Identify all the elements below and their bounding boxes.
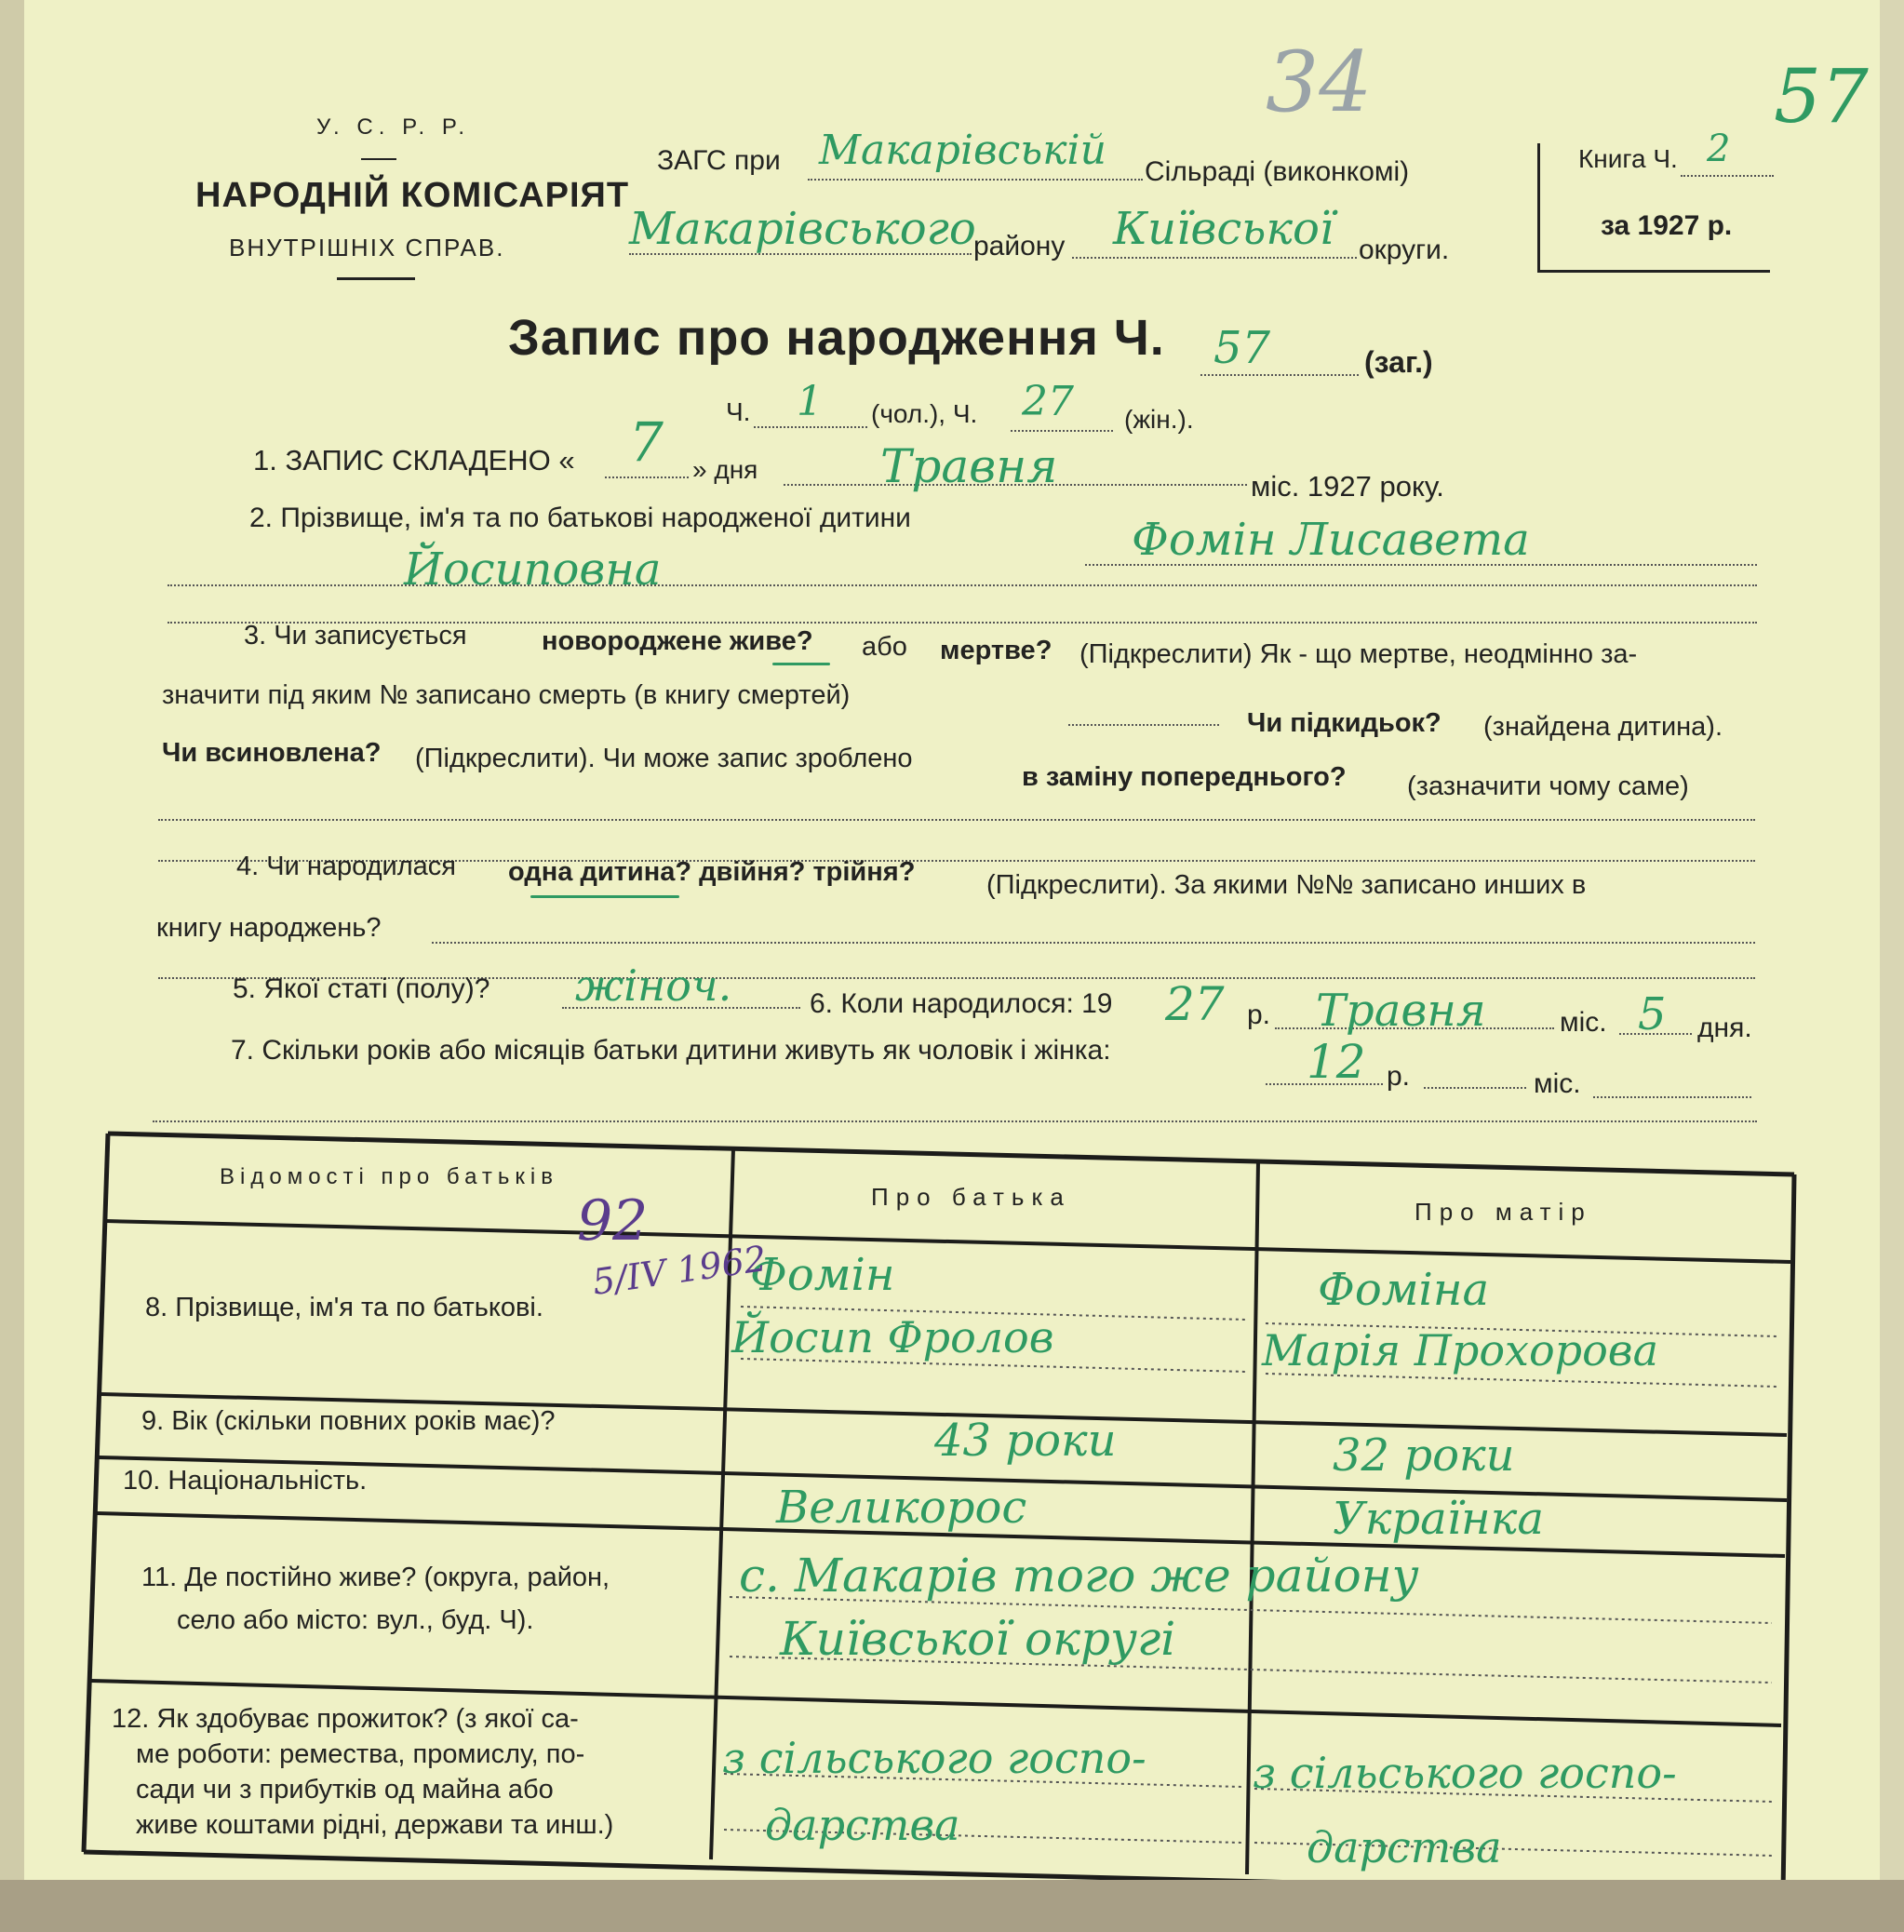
row-8-mother-surname: Фоміна <box>1318 1264 1490 1316</box>
row-11-father-address-1: с. Макарів того же району <box>739 1549 1419 1603</box>
record-title-suffix: (заг.) <box>1364 345 1433 379</box>
field-6-r: р. <box>1247 1000 1271 1030</box>
table-header-mother: Про матір <box>1415 1198 1592 1226</box>
field-4-line-1b: одна дитина? двійня? трійня? <box>508 857 916 887</box>
record-title: Запис про народження Ч. <box>508 310 1165 366</box>
row-8-mother-name: Марія Прохорова <box>1262 1325 1658 1375</box>
field-7-label: 7. Скільки років або місяців батьки дитини живуть як чоловік і жінка: <box>231 1035 1111 1066</box>
field-1-day-value: 7 <box>629 410 664 474</box>
field-3-line-3a: Чи всиновлена? <box>162 738 382 768</box>
field-6-dnia: дня. <box>1697 1013 1752 1043</box>
row-11-label-1: 11. Де постійно живе? (округа, район, <box>141 1563 610 1592</box>
okruha-value: Київської <box>1113 203 1334 255</box>
field-6-month-value: Травня <box>1316 985 1486 1037</box>
field-2-value-2: Йосиповна <box>404 543 662 596</box>
row-11-label-2: село або місто: вул., буд. Ч). <box>177 1605 534 1635</box>
zags-village-value: Макарівській <box>819 127 1106 174</box>
zags-prefix: ЗАГС при <box>657 145 781 176</box>
field-3-line-1e: (Підкреслити) Як - що мертве, неодмінно за- <box>1079 639 1638 669</box>
row-10-father-nationality: Великорос <box>776 1482 1027 1534</box>
record-number-value: 57 <box>1213 322 1271 374</box>
row-12-label-1: 12. Як здобуває прожиток? (з якої са- <box>112 1704 579 1734</box>
row-12-mother-occupation-1: з сільського госпо- <box>1253 1748 1677 1798</box>
table-header-father: Про батька <box>871 1183 1071 1211</box>
row-9-mother-age: 32 роки <box>1333 1429 1515 1482</box>
field-4-line-1a: 4. Чи народилася <box>236 852 456 881</box>
male-number-label: (чол.), Ч. <box>871 399 978 428</box>
row-12-mother-occupation-2: дарства <box>1307 1822 1502 1872</box>
republic-label: У. С. Р. Р. <box>316 114 471 140</box>
commissariat-label: НАРОДНІЙ КОМІСАРІЯТ <box>195 176 630 215</box>
table-header-parents: Відомості про батьків <box>220 1164 558 1189</box>
field-1-suffix: міс. 1927 року. <box>1251 470 1444 503</box>
book-label: Книга Ч. <box>1578 144 1678 173</box>
row-10-label: 10. Національність. <box>123 1466 368 1496</box>
field-7-years-value: 12 <box>1307 1035 1366 1089</box>
pencil-archive-number: 34 <box>1266 34 1373 131</box>
violet-annotation-date: 5/IV 1962 <box>589 1238 770 1303</box>
page-bottom-edge <box>0 1880 1904 1932</box>
field-7-r: р. <box>1387 1061 1411 1092</box>
female-number-value: 27 <box>1022 378 1074 425</box>
row-12-father-occupation-2: дарства <box>765 1800 960 1850</box>
row-8-father-name: Йосип Фролов <box>731 1312 1054 1362</box>
year-label: за 1927 р. <box>1601 210 1733 241</box>
field-7-mis: міс. <box>1534 1068 1581 1099</box>
row-9-father-age: 43 роки <box>934 1415 1117 1467</box>
field-3-line-2b: Чи підкидьок? <box>1247 708 1441 738</box>
field-3-line-2a: значити під яким № записано смерть (в книгу смертей) <box>162 680 851 710</box>
book-number-value: 2 <box>1707 127 1731 170</box>
row-10-mother-nationality: Українка <box>1333 1493 1544 1545</box>
field-3-line-2c: (знайдена дитина). <box>1483 712 1723 742</box>
field-4-line-2: книгу народжень? <box>156 913 382 943</box>
field-5-value: жіноч. <box>575 960 732 1011</box>
field-6-year-value: 27 <box>1165 977 1225 1031</box>
row-12-label-4: живе коштами рідні, держави та инш.) <box>136 1810 614 1840</box>
row-8-label: 8. Прізвище, ім'я та по батькові. <box>145 1293 543 1322</box>
male-number-value: 1 <box>797 378 823 425</box>
field-3-line-1a: 3. Чи записується <box>244 621 467 651</box>
council-label: Сільраді (виконкомі) <box>1145 156 1410 187</box>
field-2-value-1: Фомін Лисавета <box>1132 514 1530 566</box>
row-12-label-3: сади чи з прибутків од майна або <box>136 1775 554 1805</box>
okruha-label: округи. <box>1359 235 1450 265</box>
field-2-label: 2. Прізвище, ім'я та по батькові народженої дитини <box>249 503 911 533</box>
field-1-prefix: 1. ЗАПИС СКЛАДЕНО « <box>253 444 575 476</box>
field-1-month-value: Травня <box>880 439 1058 493</box>
row-12-label-2: ме роботи: ремества, промислу, по- <box>136 1739 585 1769</box>
row-9-label: 9. Вік (скільки повних років має)? <box>141 1406 556 1436</box>
department-label: ВНУТРІШНІХ СПРАВ. <box>229 234 505 262</box>
violet-annotation-number: 92 <box>577 1188 649 1254</box>
field-6-day-value: 5 <box>1638 988 1667 1040</box>
male-number-prefix: Ч. <box>726 397 751 426</box>
raion-value: Макарівського <box>629 203 976 255</box>
field-6-label: 6. Коли народилося: 19 <box>810 988 1113 1019</box>
field-3-line-1c: або <box>862 632 907 662</box>
field-3-line-3d: (зазначити чому саме) <box>1407 771 1689 801</box>
field-5-label: 5. Якої статі (полу)? <box>233 973 490 1004</box>
field-3-line-1b: новороджене живе? <box>542 626 813 656</box>
field-1-mid: » дня <box>692 455 758 484</box>
row-12-father-occupation-1: з сільського госпо- <box>722 1733 1146 1783</box>
female-number-label: (жін.). <box>1124 405 1194 434</box>
field-3-line-3c: в заміну попереднього? <box>1022 762 1347 792</box>
field-4-line-1c: (Підкреслити). За якими №№ записано инших в <box>986 870 1587 900</box>
corner-number: 57 <box>1774 53 1869 140</box>
field-3-line-3b: (Підкреслити). Чи може запис зроблено <box>415 744 913 773</box>
row-11-father-address-2: Київської округі <box>780 1612 1176 1666</box>
row-8-father-surname: Фомін <box>750 1249 895 1301</box>
raion-label: району <box>973 231 1066 262</box>
field-6-mis: міс. <box>1560 1007 1607 1038</box>
field-3-line-1d: мертве? <box>940 636 1053 665</box>
